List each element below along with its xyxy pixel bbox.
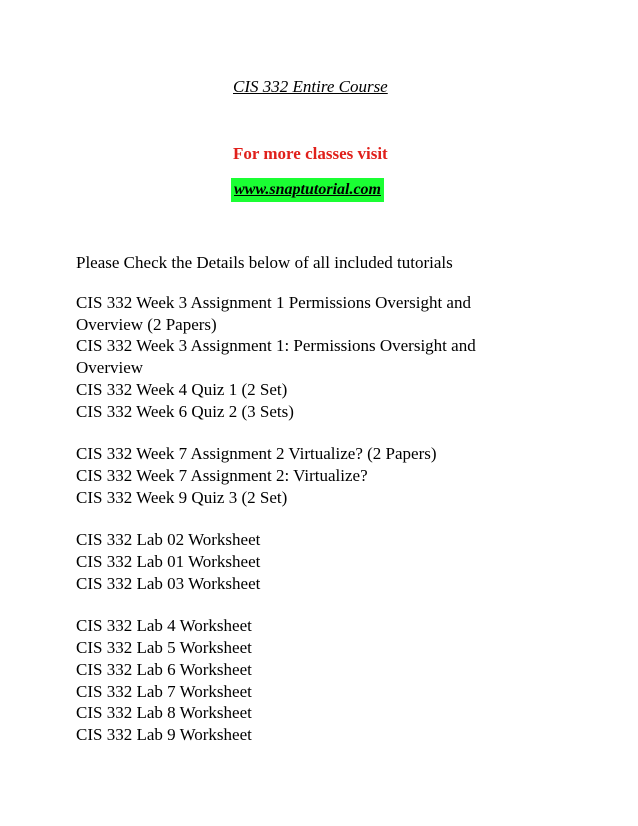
list-item: CIS 332 Week 6 Quiz 2 (3 Sets) [76,401,294,421]
list-item: CIS 332 Lab 8 Worksheet [76,703,252,723]
list-item: CIS 332 Week 4 Quiz 1 (2 Set) [76,379,288,399]
list-item: CIS 332 Lab 6 Worksheet [76,659,252,679]
list-item: CIS 332 Lab 01 Worksheet [76,552,261,572]
list-item: Overview (2 Papers) [76,314,217,334]
website-link[interactable]: www.snaptutorial.com [231,178,384,202]
list-item: CIS 332 Lab 9 Worksheet [76,724,252,744]
tutorial-group-labs-4-9 [76,615,576,745]
list-item: CIS 332 Week 3 Assignment 1: Permissions Oversight and [76,336,476,356]
list-item: CIS 332 Week 7 Assignment 2 Virtualize? (2 Papers) [76,444,437,464]
list-item: CIS 332 Lab 5 Worksheet [76,638,252,658]
list-item: CIS 332 Week 7 Assignment 2: Virtualize? [76,465,368,485]
promo-text: For more classes visit [233,144,388,163]
list-item: CIS 332 Week 3 Assignment 1 Permissions Oversight and [76,293,471,312]
course-title: CIS 332 Entire Course [233,77,388,96]
tutorial-list [76,292,576,767]
list-item: CIS 332 Week 9 Quiz 3 (2 Set) [76,487,288,507]
tutorial-group-weeks-3-6 [76,292,576,422]
list-item: CIS 332 Lab 02 Worksheet [76,530,261,550]
list-item: Overview [76,358,144,378]
list-item: CIS 332 Lab 03 Worksheet [76,573,261,593]
tutorial-group-weeks-7-9 [76,443,576,508]
list-item: CIS 332 Lab 4 Worksheet [76,616,252,636]
intro-text: Please Check the Details below of all included tutorials [76,253,453,272]
list-item: CIS 332 Lab 7 Worksheet [76,681,252,701]
tutorial-group-labs-1-3 [76,529,576,594]
